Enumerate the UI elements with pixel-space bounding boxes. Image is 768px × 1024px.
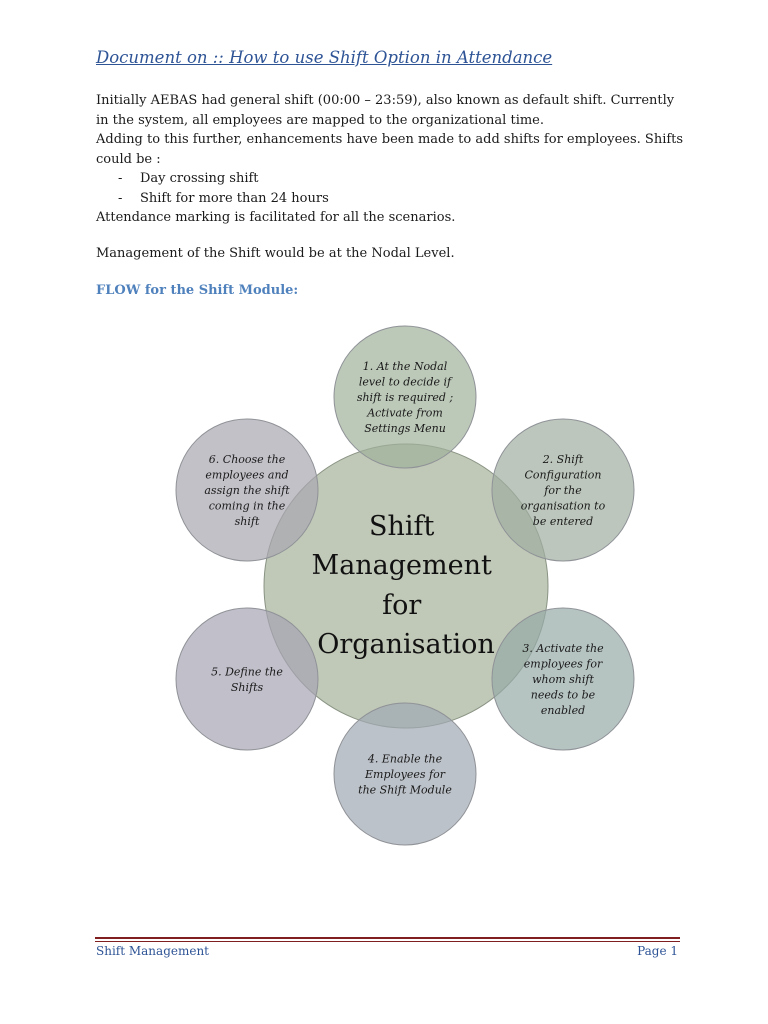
step-label-line: needs to be bbox=[530, 688, 596, 702]
management-paragraph: Management of the Shift would be at the Nodal Level. bbox=[96, 246, 455, 261]
step-label-line: level to decide if bbox=[358, 375, 452, 389]
footer-rule bbox=[95, 937, 680, 942]
step-label-line: for the bbox=[544, 484, 582, 497]
center-label-line: Shift bbox=[369, 511, 435, 542]
step-label-line: Configuration bbox=[524, 468, 602, 482]
step-label-4 bbox=[358, 753, 452, 797]
step-label-line: enabled bbox=[540, 704, 586, 717]
step-label-line: 5. Define the bbox=[211, 665, 283, 679]
step-label-line: 1. At the Nodal bbox=[362, 360, 448, 373]
step-label-line: 2. Shift bbox=[542, 453, 584, 466]
bullet-text: Shift for more than 24 hours bbox=[140, 190, 329, 206]
step-label-line: the Shift Module bbox=[358, 783, 452, 797]
step-label-line: Shifts bbox=[230, 680, 264, 694]
step-label-line: Settings Menu bbox=[364, 422, 446, 435]
step-label-line: 3. Activate the bbox=[522, 642, 604, 655]
footer-title: Shift Management bbox=[96, 944, 210, 958]
center-label-line: Management bbox=[311, 550, 492, 581]
step-label-line: be entered bbox=[532, 515, 594, 528]
step-label-line: 6. Choose the bbox=[208, 453, 286, 466]
page-number: Page 1 bbox=[637, 944, 678, 958]
bullet-text: Day crossing shift bbox=[140, 171, 259, 186]
step-label-line: assign the shift bbox=[204, 484, 290, 497]
bullet-marker: - bbox=[118, 171, 123, 186]
step-label-line: 4. Enable the bbox=[367, 752, 443, 766]
step-label-line: shift bbox=[234, 515, 260, 528]
center-label-line: Organisation bbox=[317, 629, 495, 660]
step-label-line: employees for bbox=[523, 657, 603, 671]
step-label-line: organisation to bbox=[520, 499, 606, 513]
step-label-line: Employees for bbox=[365, 768, 445, 781]
attendance-paragraph: Attendance marking is facilitated for all the scenarios. bbox=[96, 210, 456, 225]
intro-paragraph-1: Initially AEBAS had general shift (00:00 – 23:59), also known as default shift. Currently in the system, all employees are mapped to the organizational time. bbox=[96, 93, 675, 128]
step-label-line: Activate from bbox=[367, 406, 443, 420]
step-circle-5 bbox=[176, 608, 318, 750]
intro-paragraph-2: Adding to this further, enhancements have been made to add shifts for employees. Shifts could be : bbox=[96, 132, 684, 167]
center-label-line: for bbox=[382, 590, 422, 621]
flow-heading: FLOW for the Shift Module: bbox=[96, 283, 299, 298]
bullet-marker: - bbox=[118, 190, 123, 206]
document-title: Document on :: How to use Shift Option in Attendance bbox=[96, 48, 553, 67]
step-label-line: employees and bbox=[205, 468, 289, 482]
step-label-line: whom shift bbox=[532, 673, 594, 686]
step-label-line: coming in the bbox=[208, 499, 286, 513]
step-label-line: shift is required ; bbox=[356, 391, 454, 404]
step-label-1 bbox=[357, 360, 454, 435]
